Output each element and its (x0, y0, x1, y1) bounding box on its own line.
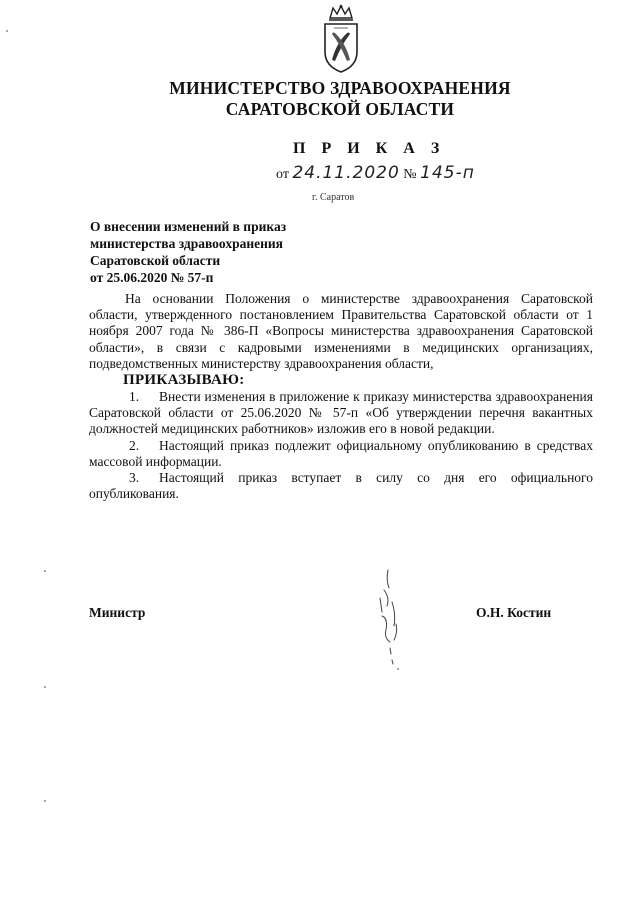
document-title: П Р И К А З (293, 140, 446, 157)
item-text: Внести изменения в приложение к приказу министерства здравоохранения Саратовской области от 25.06.2020 № 57-п «Об утверждении перечня вакантных должностей медицинских работников» изложив его в новой редакции. (89, 389, 593, 437)
handwritten-signature-icon (370, 568, 410, 678)
date-prefix: от (276, 167, 289, 182)
scan-speck (397, 668, 399, 670)
item-number: 2. (129, 437, 140, 453)
coat-of-arms-icon (316, 4, 366, 74)
ministry-name-line1: МИНИСТЕРСТВО ЗДРАВООХРАНЕНИЯ (169, 78, 511, 98)
preamble-paragraph: На основании Положения о министерстве здравоохранения Саратовской области, утвержденного постановлением Правительства Саратовской области от 1 ноября 2007 года № 386-П «Вопросы министерства здравоохранения Саратовской области», в связи с кадровыми изменениями в медицинских организациях, подведомственных министерству здравоохранения области, (89, 291, 593, 371)
order-word: ПРИКАЗЫВАЮ: (123, 372, 245, 389)
scan-speck (44, 800, 46, 802)
subject-line: министерства здравоохранения (90, 236, 283, 251)
subject-line: О внесении изменений в приказ (90, 219, 287, 234)
order-body (89, 291, 593, 502)
order-item (89, 470, 593, 502)
signatory-name: О.Н. Костин (476, 605, 552, 620)
order-subject (90, 218, 350, 286)
item-number: 3. (129, 470, 140, 486)
subject-line: Саратовской области (90, 253, 221, 268)
number-prefix: № (403, 167, 417, 182)
scan-speck (6, 30, 8, 32)
city: г. Саратов (312, 192, 355, 203)
order-number: 145-п (420, 163, 475, 183)
ministry-name-line2: САРАТОВСКОЙ ОБЛАСТИ (225, 99, 455, 119)
scan-speck (44, 570, 46, 572)
item-number: 1. (129, 389, 140, 405)
subject-line: от 25.06.2020 № 57-п (90, 270, 214, 285)
item-text: Настоящий приказ подлежит официальному опубликованию в средствах массовой информации. (89, 437, 593, 469)
order-date-number (276, 163, 475, 183)
scan-speck (44, 686, 46, 688)
order-item (89, 389, 593, 438)
order-date: 24.11.2020 (292, 163, 400, 183)
item-text: Настоящий приказ вступает в силу со дня его официального опубликования. (89, 470, 593, 502)
order-item (89, 438, 593, 470)
signatory-position: Министр (89, 605, 146, 620)
